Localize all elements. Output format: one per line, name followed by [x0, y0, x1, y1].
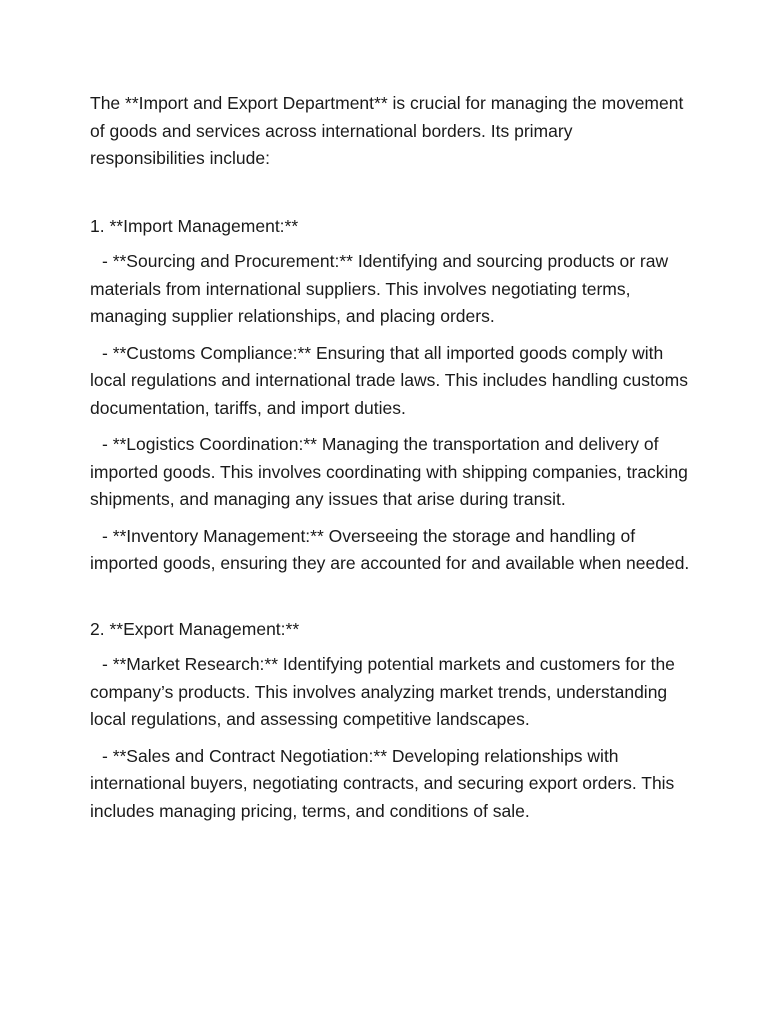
list-item — [90, 431, 690, 514]
section-heading: 2. **Export Management:** — [90, 618, 300, 639]
list-item-text: - **Sales and Contract Negotiation:** Developing relationships with international buyers, negotiating contracts, and securing export orders. This includes managing pricing, terms, and conditions of sale. — [90, 745, 675, 821]
list-item — [90, 651, 690, 734]
list-item-text: - **Customs Compliance:** Ensuring that all imported goods comply with local regulations and international trade laws. This includes handling customs documentation, tariffs, and import duties. — [90, 342, 688, 418]
section-heading: 1. **Import Management:** — [90, 215, 299, 236]
list-item-text: - **Sourcing and Procurement:** Identifying and sourcing products or raw materials from international suppliers. This involves negotiating terms, managing supplier relationships, and placing orders. — [90, 251, 669, 326]
list-item — [90, 743, 690, 826]
list-item-text: - **Market Research:** Identifying potential markets and customers for the company’s products. This involves analyzing market trends, understanding local regulations, and assessing competitive landscapes. — [90, 654, 675, 729]
section-import-management — [90, 213, 690, 578]
list-item — [90, 340, 690, 423]
list-item — [90, 248, 690, 331]
list-item-text: - **Logistics Coordination:** Managing the transportation and delivery of imported goods. This involves coordinating with shipping companies, tracking shipments, and managing any issues that arise during transit. — [90, 434, 688, 509]
intro-paragraph: The **Import and Export Department** is crucial for managing the movement of goods and services across international borders. Its primary responsibilities include: — [90, 93, 684, 168]
list-item-text: - **Inventory Management:** Overseeing the storage and handling of imported goods, ensuring they are accounted for and available when needed. — [90, 525, 690, 573]
list-item — [90, 523, 690, 578]
section-export-management — [90, 616, 690, 826]
document-page — [90, 90, 690, 825]
